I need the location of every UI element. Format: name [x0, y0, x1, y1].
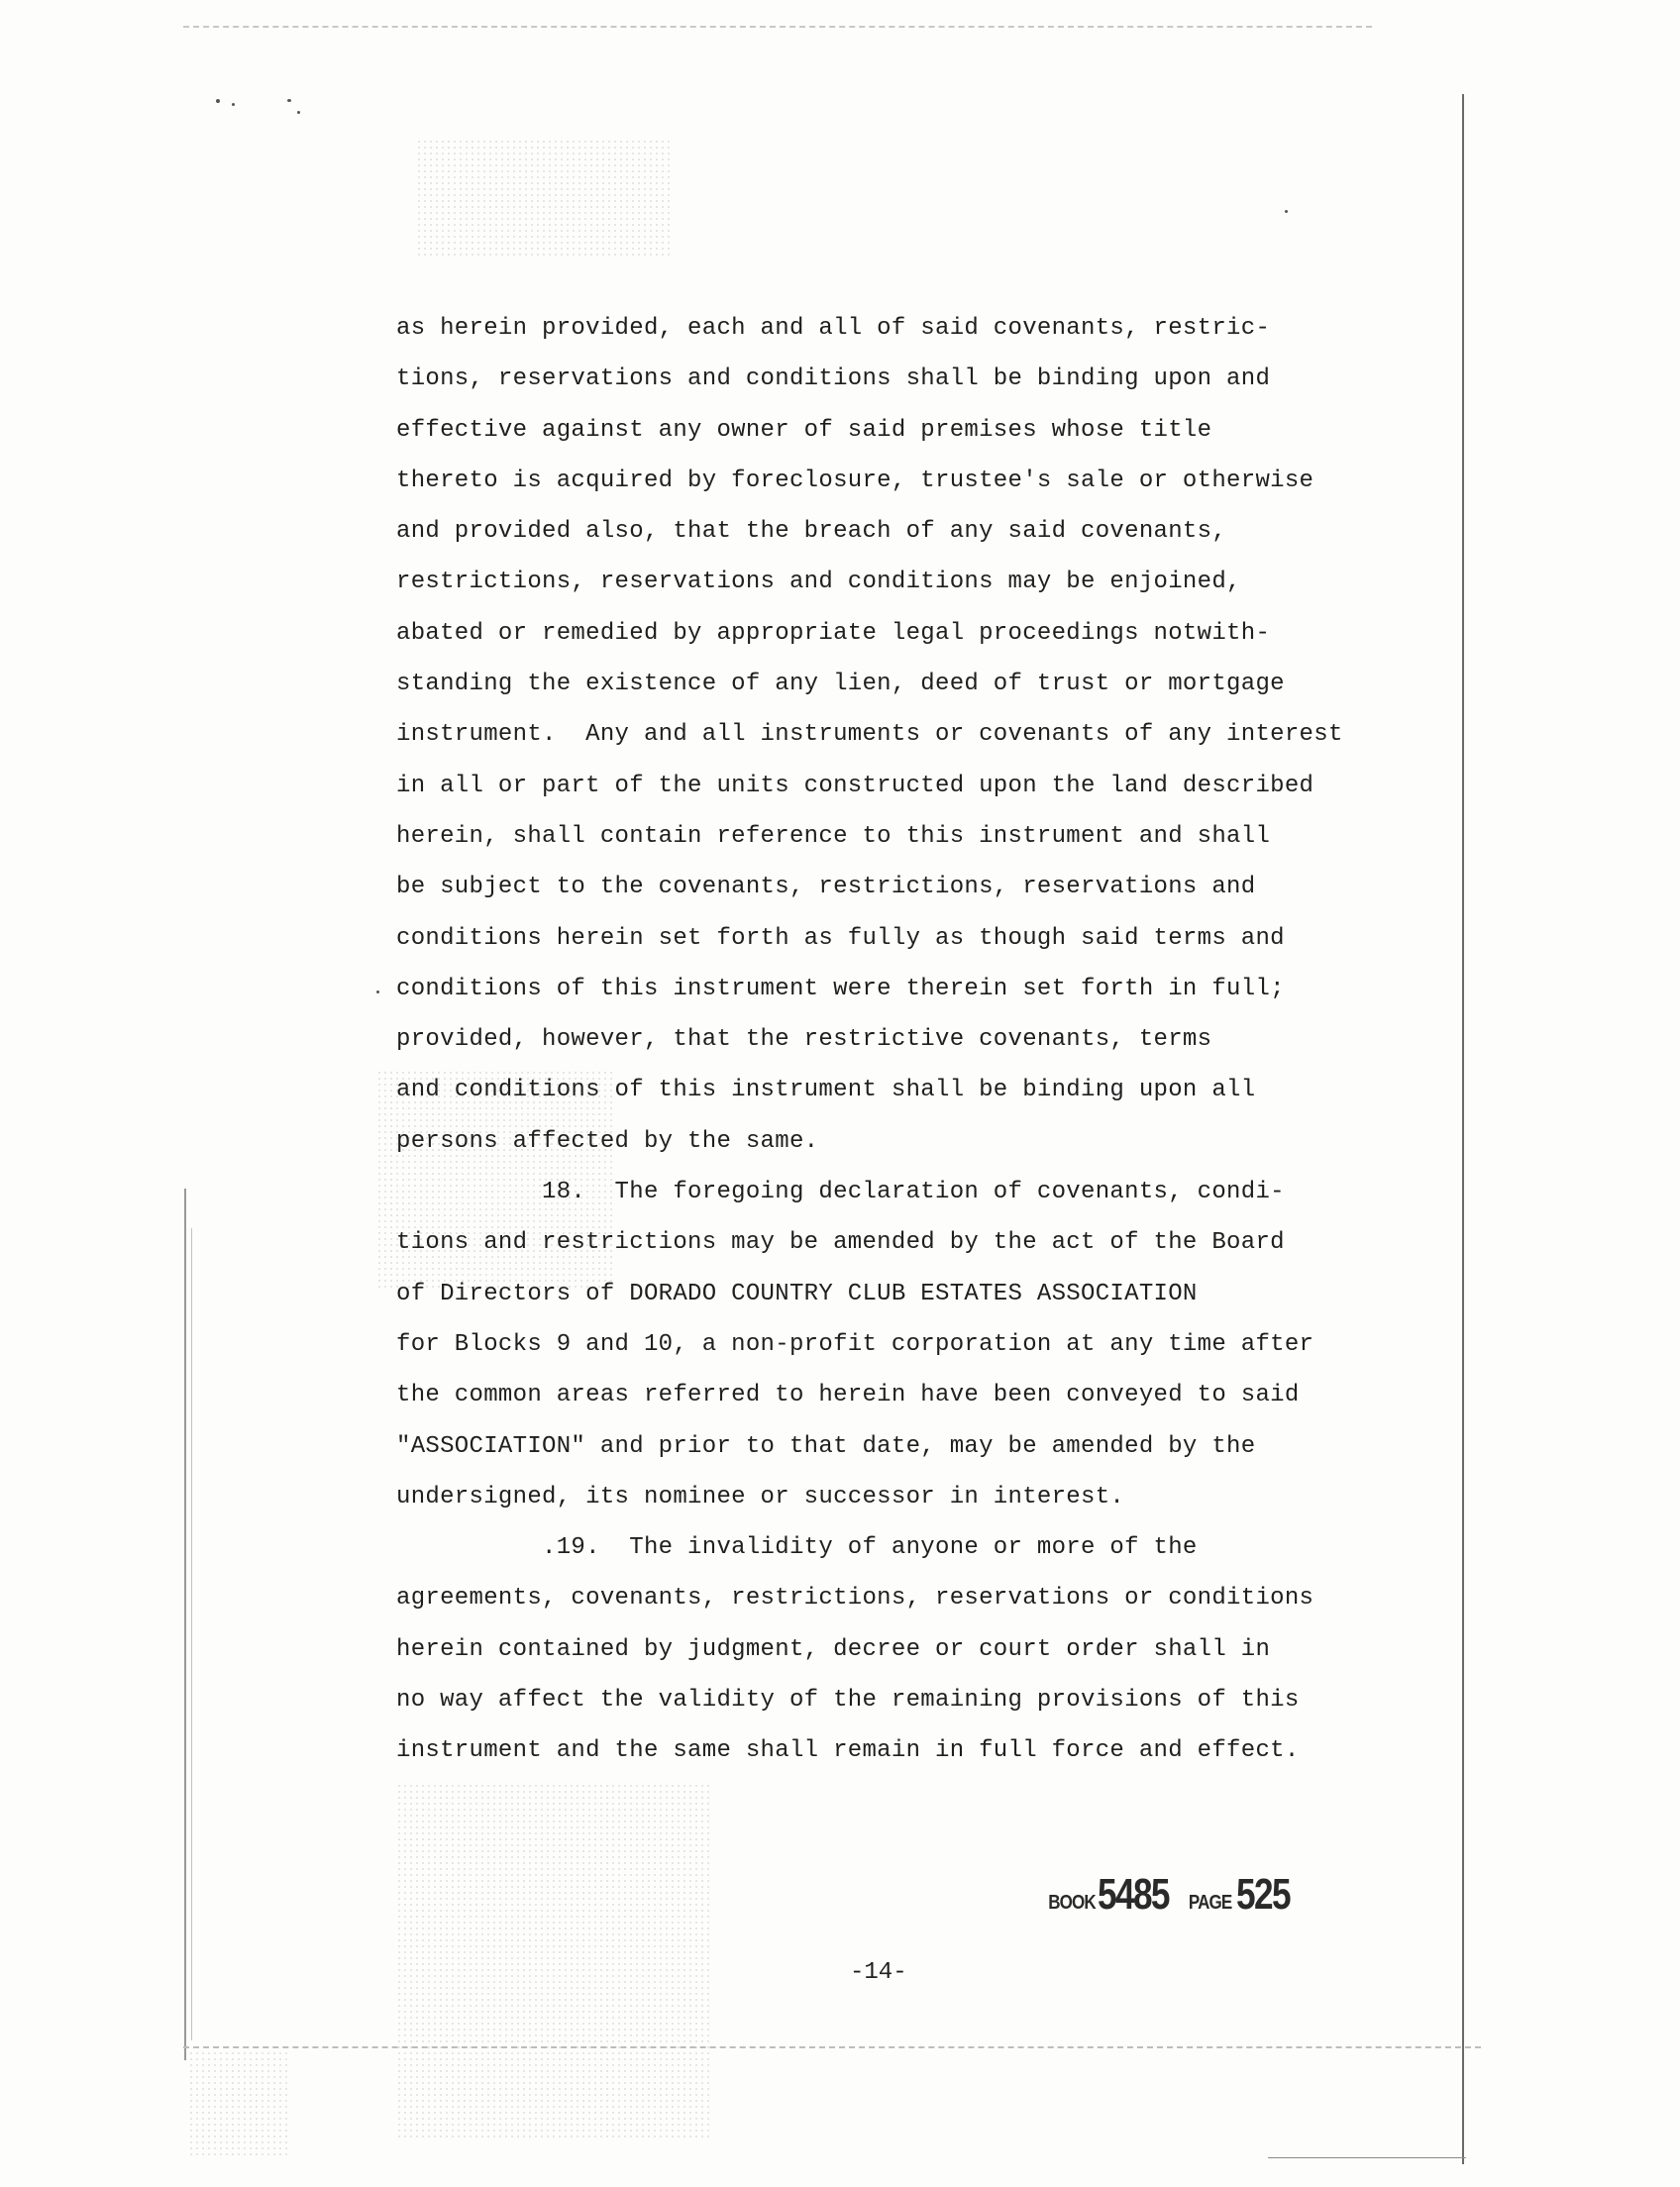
scan-speck: [1285, 210, 1288, 213]
page-label: PAGE: [1189, 1892, 1232, 1914]
scan-border-right: [1462, 94, 1464, 2164]
text-line: undersigned, its nominee or successor in interest.: [396, 1483, 1125, 1510]
scan-speck: [376, 990, 379, 993]
text-line: instrument and the same shall remain in full force and effect.: [396, 1737, 1300, 1765]
text-line: persons affected by the same.: [396, 1127, 819, 1155]
text-line: herein, shall contain reference to this instrument and shall: [396, 822, 1271, 850]
text-line: the common areas referred to herein have been conveyed to said: [396, 1382, 1300, 1409]
text-line: effective against any owner of said premises whose title: [396, 416, 1212, 444]
text-line: standing the existence of any lien, deed of trust or mortgage: [396, 671, 1285, 698]
scan-noise: [416, 139, 674, 258]
page-number: -14-: [850, 1959, 907, 1986]
text-line: tions and restrictions may be amended by the act of the Board: [396, 1229, 1285, 1257]
scan-border-left: [184, 1189, 186, 2060]
text-line: for Blocks 9 and 10, a non-profit corporation at any time after: [396, 1330, 1314, 1358]
scan-speck: [232, 103, 235, 106]
text-line: provided, however, that the restrictive covenants, terms: [396, 1026, 1212, 1054]
text-line: of Directors of DORADO COUNTRY CLUB ESTATES ASSOCIATION: [396, 1280, 1198, 1307]
text-line: thereto is acquired by foreclosure, trustee's sale or otherwise: [396, 467, 1314, 494]
paragraph-18-start: 18. The foregoing declaration of covenants, condi-: [396, 1179, 1285, 1206]
text-line: in all or part of the units constructed upon the land described: [396, 772, 1314, 799]
scan-noise: [188, 2050, 287, 2159]
text-line: herein contained by judgment, decree or court order shall in: [396, 1635, 1271, 1663]
page-value: 525: [1235, 1870, 1290, 1919]
scan-speck: [287, 99, 291, 102]
text-line: "ASSOCIATION" and prior to that date, may be amended by the: [396, 1432, 1256, 1460]
book-number: 5485: [1098, 1870, 1169, 1919]
text-line: and conditions of this instrument shall be binding upon all: [396, 1077, 1256, 1104]
scan-border-left-inner: [191, 1228, 192, 2040]
paragraph-19-start: .19. The invalidity of anyone or more of the: [396, 1534, 1198, 1562]
text-line: restrictions, reservations and conditions may be enjoined,: [396, 569, 1241, 596]
text-line: conditions of this instrument were therein set forth in full;: [396, 975, 1285, 1002]
scan-artifact-bottom: [183, 2046, 1481, 2050]
text-line: instrument. Any and all instruments or covenants of any interest: [396, 721, 1343, 749]
scan-artifact-bottom-right: [1268, 2157, 1466, 2158]
text-line: be subject to the covenants, restrictions, reservations and: [396, 874, 1256, 901]
scan-artifact-top: [183, 26, 1372, 30]
text-line: agreements, covenants, restrictions, reservations or conditions: [396, 1585, 1314, 1613]
scan-speck: [216, 99, 220, 103]
text-line: tions, reservations and conditions shall be binding upon and: [396, 365, 1271, 393]
document-body: [396, 303, 1397, 1777]
book-label: BOOK: [1048, 1892, 1096, 1914]
scan-speck: [297, 111, 300, 114]
text-line: conditions herein set forth as fully as though said terms and: [396, 924, 1285, 952]
text-line: no way affect the validity of the remaining provisions of this: [396, 1687, 1300, 1715]
text-line: and provided also, that the breach of any said covenants,: [396, 518, 1227, 546]
text-line: abated or remedied by appropriate legal proceedings notwith-: [396, 619, 1271, 647]
text-line: as herein provided, each and all of said covenants, restric-: [396, 315, 1271, 342]
scan-noise: [396, 1783, 713, 2139]
book-page-stamp: [1044, 1870, 1303, 1920]
